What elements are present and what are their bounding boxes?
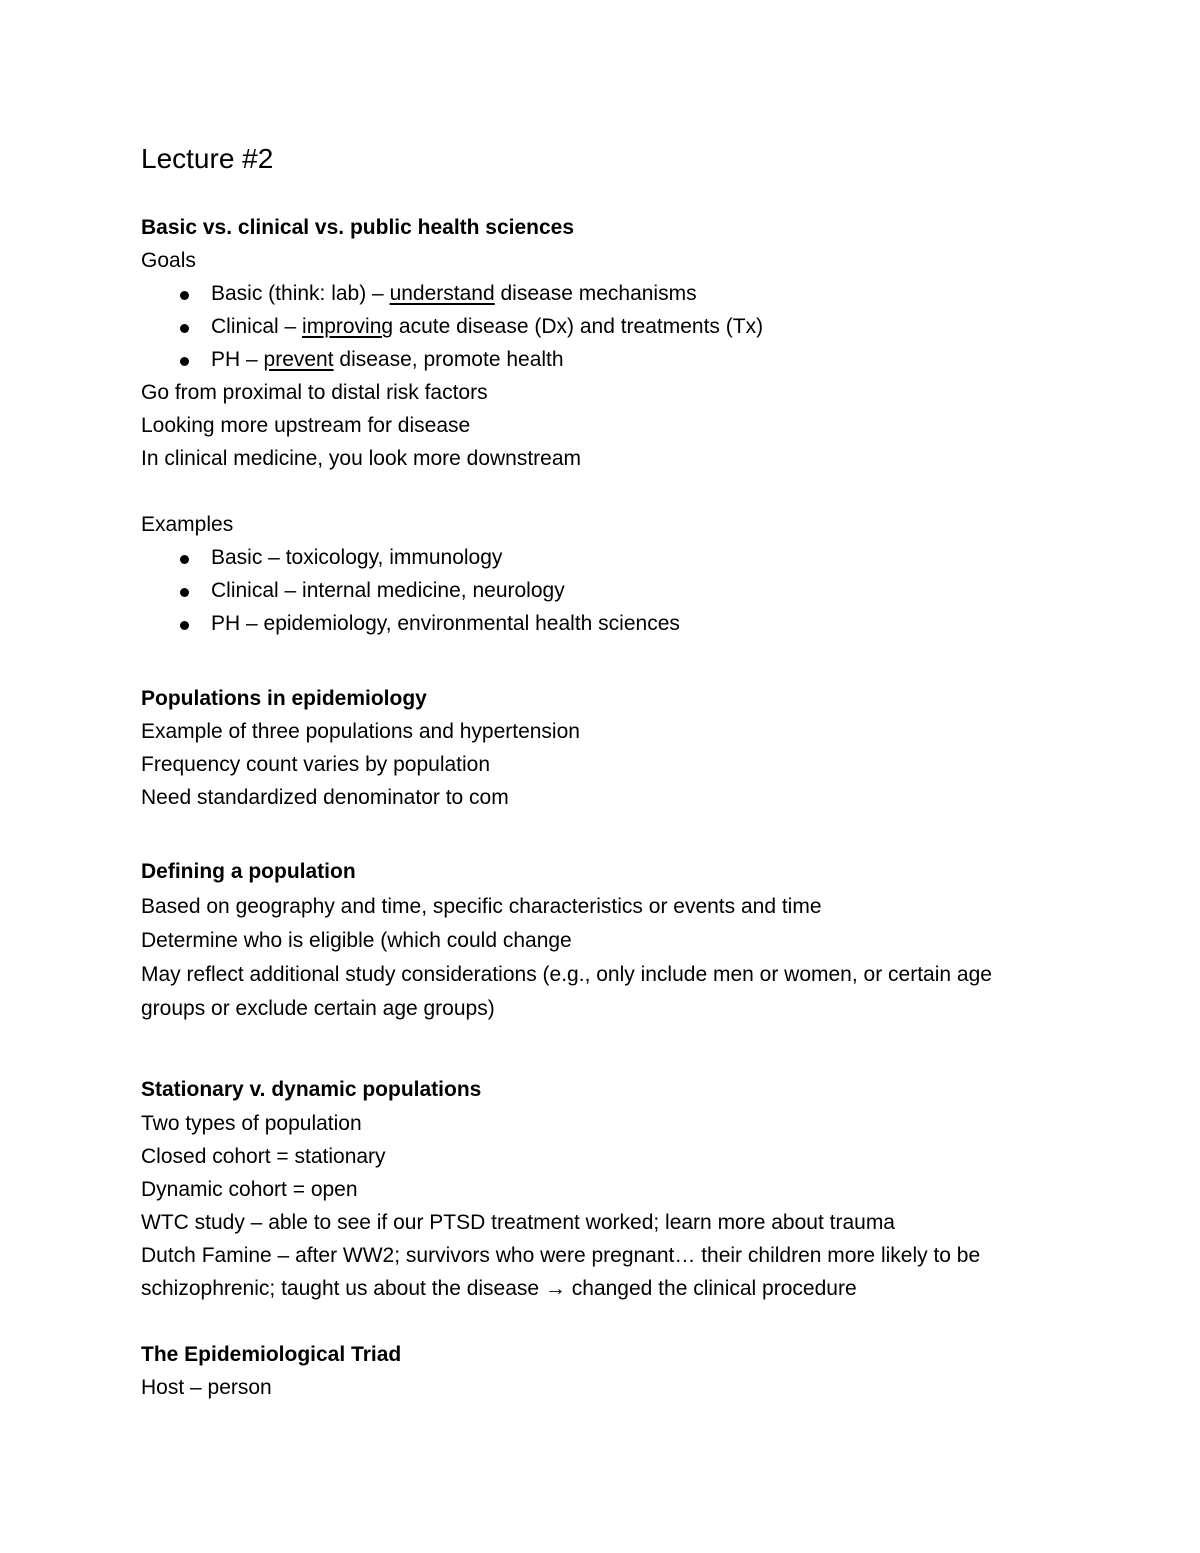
text-line: In clinical medicine, you look more downstream xyxy=(141,447,582,470)
text-line: Example of three populations and hypertension xyxy=(141,720,580,743)
section-heading-populations: Populations in epidemiology xyxy=(141,687,427,710)
text-line: Host – person xyxy=(141,1376,272,1399)
goal-bullet-clinical xyxy=(211,313,763,341)
text-line: Go from proximal to distal risk factors xyxy=(141,381,488,404)
goal-text: acute disease (Dx) and treatments (Tx) xyxy=(393,315,764,338)
goal-underlined-word: prevent xyxy=(263,348,334,371)
goal-bullet-basic xyxy=(211,280,697,308)
examples-label: Examples xyxy=(141,513,234,536)
section-heading-stationary: Stationary v. dynamic populations xyxy=(141,1078,482,1101)
goal-bullet-ph xyxy=(211,346,564,374)
goal-text: Basic (think: lab) – xyxy=(211,282,390,305)
text-line: Frequency count varies by population xyxy=(141,753,491,776)
text-line: schizophrenic; taught us about the disease → changed the clinical procedure xyxy=(141,1277,857,1300)
goal-text: PH – xyxy=(211,348,264,371)
section-heading-triad: The Epidemiological Triad xyxy=(141,1343,402,1366)
section-heading-basic-vs-clinical: Basic vs. clinical vs. public health sciences xyxy=(141,216,575,239)
text-line: Dynamic cohort = open xyxy=(141,1178,358,1201)
example-bullet: Basic – toxicology, immunology xyxy=(211,544,502,572)
goal-text: disease, promote health xyxy=(333,348,564,371)
text-line: Need standardized denominator to com xyxy=(141,786,509,809)
example-bullet: Clinical – internal medicine, neurology xyxy=(211,577,565,605)
goals-label: Goals xyxy=(141,249,196,272)
text-line: groups or exclude certain age groups) xyxy=(141,997,495,1020)
goal-text: Clinical – xyxy=(211,315,303,338)
text-line: Closed cohort = stationary xyxy=(141,1145,386,1168)
text-line: May reflect additional study considerations (e.g., only include men or women, or certain age xyxy=(141,963,992,986)
text-line: Looking more upstream for disease xyxy=(141,414,471,437)
example-bullet: PH – epidemiology, environmental health sciences xyxy=(211,610,680,638)
goal-text: disease mechanisms xyxy=(494,282,697,305)
text-line: Dutch Famine – after WW2; survivors who were pregnant… their children more likely to be xyxy=(141,1244,981,1267)
text-line: Two types of population xyxy=(141,1112,362,1135)
page-title: Lecture #2 xyxy=(141,143,274,174)
text-line: WTC study – able to see if our PTSD treatment worked; learn more about trauma xyxy=(141,1211,895,1234)
text-line: Determine who is eligible (which could change xyxy=(141,929,572,952)
section-heading-defining: Defining a population xyxy=(141,860,356,883)
goal-underlined-word: improving xyxy=(302,315,394,338)
text-line: Based on geography and time, specific characteristics or events and time xyxy=(141,895,822,918)
goal-underlined-word: understand xyxy=(389,282,495,305)
